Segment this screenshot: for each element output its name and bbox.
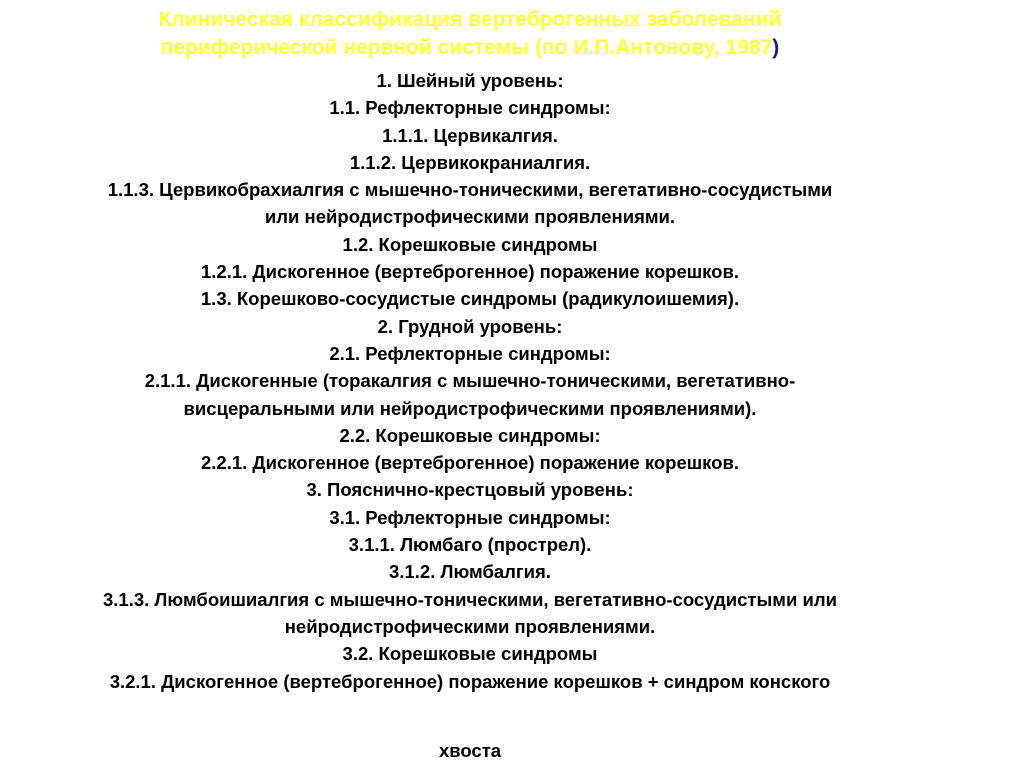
slide-title bbox=[0, 6, 940, 62]
classification-list bbox=[0, 67, 940, 695]
classification-line: висцеральными или нейродистрофическими проявлениями). bbox=[183, 397, 757, 419]
classification-line: или нейродистрофическими проявлениями. bbox=[264, 206, 676, 228]
classification-line: 1.3. Корешково-сосудистые синдромы (радикулоишемия). bbox=[200, 288, 740, 310]
classification-line: 1.2. Корешковые синдромы bbox=[342, 233, 598, 255]
classification-line: 1.1. Рефлекторные синдромы: bbox=[329, 97, 611, 119]
classification-line: 1. Шейный уровень: bbox=[376, 70, 564, 91]
classification-line: 2.1. Рефлекторные синдромы: bbox=[329, 342, 611, 364]
classification-tail: хвоста bbox=[438, 740, 502, 761]
classification-line: нейродистрофическими проявлениями. bbox=[284, 615, 656, 637]
classification-line: 1.1.3. Цервикобрахиалгия с мышечно-тоническими, вегетативно-сосудистыми bbox=[107, 179, 833, 201]
classification-line: 2.2.1. Дискогенное (вертеброгенное) поражение корешков. bbox=[200, 452, 739, 474]
classification-line: 2.1.1. Дискогенные (торакалгия с мышечно-тоническими, вегетативно- bbox=[144, 370, 796, 392]
title-line-2-text: периферической нервной системы (по И.П.Антонову, 1987 bbox=[160, 36, 773, 59]
classification-line: 2.2. Корешковые синдромы: bbox=[339, 424, 601, 446]
title-close-paren: ) bbox=[772, 36, 780, 59]
classification-line: 3.2. Корешковые синдромы bbox=[342, 643, 598, 665]
classification-line: 2. Грудной уровень: bbox=[377, 315, 563, 337]
classification-line: 1.1.2. Цервикокраниалгия. bbox=[349, 151, 591, 173]
classification-line: 3. Пояснично-крестцовый уровень: bbox=[306, 479, 634, 501]
title-line-1: Клиническая классификация вертеброгенных заболеваний bbox=[158, 8, 782, 31]
classification-line: 3.1.3. Люмбоишиалгия с мышечно-тоническими, вегетативно-сосудистыми или bbox=[103, 588, 837, 610]
classification-line: 3.1.2. Люмбалгия. bbox=[389, 561, 551, 583]
classification-line: 3.2.1. Дискогенное (вертеброгенное) поражение корешков + синдром конского bbox=[109, 670, 831, 692]
classification-line: 1.1.1. Цервикалгия. bbox=[382, 124, 558, 146]
title-line-2 bbox=[0, 34, 940, 62]
classification-line: 3.1.1. Люмбаго (прострел). bbox=[348, 534, 592, 556]
classification-line: 3.1. Рефлекторные синдромы: bbox=[329, 506, 611, 528]
classification-line: 1.2.1. Дискогенное (вертеброгенное) поражение корешков. bbox=[200, 261, 739, 283]
